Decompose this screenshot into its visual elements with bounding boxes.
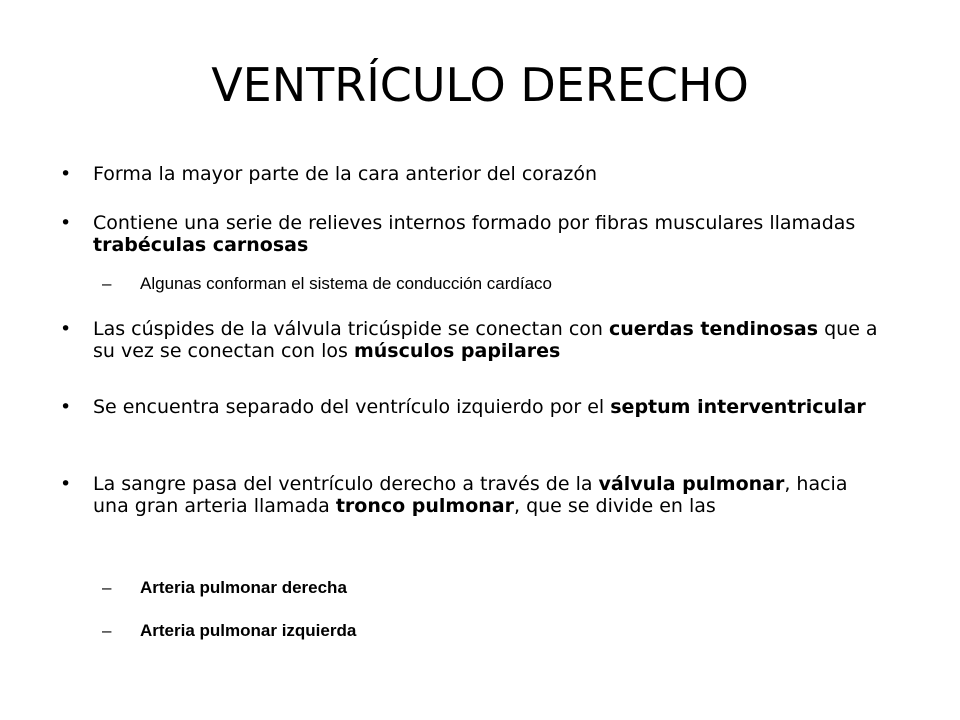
- sub-bullet-text: Arteria pulmonar derecha: [140, 578, 347, 597]
- bullet-marker: •: [60, 396, 72, 418]
- bold-term: tronco pulmonar: [335, 495, 514, 517]
- text-run: que a su vez se conectan con los: [93, 318, 878, 362]
- sub-bullet-marker: –: [102, 578, 112, 597]
- text-run: La sangre pasa del ventrículo derecho a través de la: [93, 473, 599, 495]
- bullet-marker: •: [60, 163, 72, 185]
- bold-term: cuerdas tendinosas: [609, 318, 819, 340]
- bullet-text: [93, 473, 883, 517]
- text-run: Las cúspides de la válvula tricúspide se conectan con: [93, 318, 610, 340]
- bold-term: válvula pulmonar: [598, 473, 785, 495]
- text-run: , hacia una gran arteria llamada: [93, 473, 848, 517]
- sub-bullet-text: Arteria pulmonar izquierda: [140, 621, 357, 640]
- sub-bullet-marker: –: [102, 621, 112, 640]
- bullet-marker: •: [60, 212, 72, 234]
- text-run: Contiene una serie de relieves internos formado por fibras musculares llamadas: [93, 212, 856, 234]
- text-run: Se encuentra separado del ventrículo izquierdo por el: [93, 396, 611, 418]
- bullet-text: Forma la mayor parte de la cara anterior del corazón: [93, 163, 598, 185]
- bold-term: músculos papilares: [353, 340, 561, 362]
- sub-bullet-text: Algunas conforman el sistema de conducción cardíaco: [140, 274, 553, 293]
- slide-title: VENTRÍCULO DERECHO: [211, 58, 749, 112]
- bullet-marker: •: [60, 473, 72, 495]
- bullet-text: [93, 212, 883, 256]
- bullet-marker: •: [60, 318, 72, 340]
- bold-term: trabéculas carnosas: [93, 234, 309, 256]
- bullet-text: [93, 318, 883, 362]
- bullet-text: [93, 396, 883, 418]
- bold-term: septum interventricular: [610, 396, 866, 418]
- text-run: , que se divide en las: [514, 495, 716, 517]
- sub-bullet-marker: –: [102, 274, 112, 293]
